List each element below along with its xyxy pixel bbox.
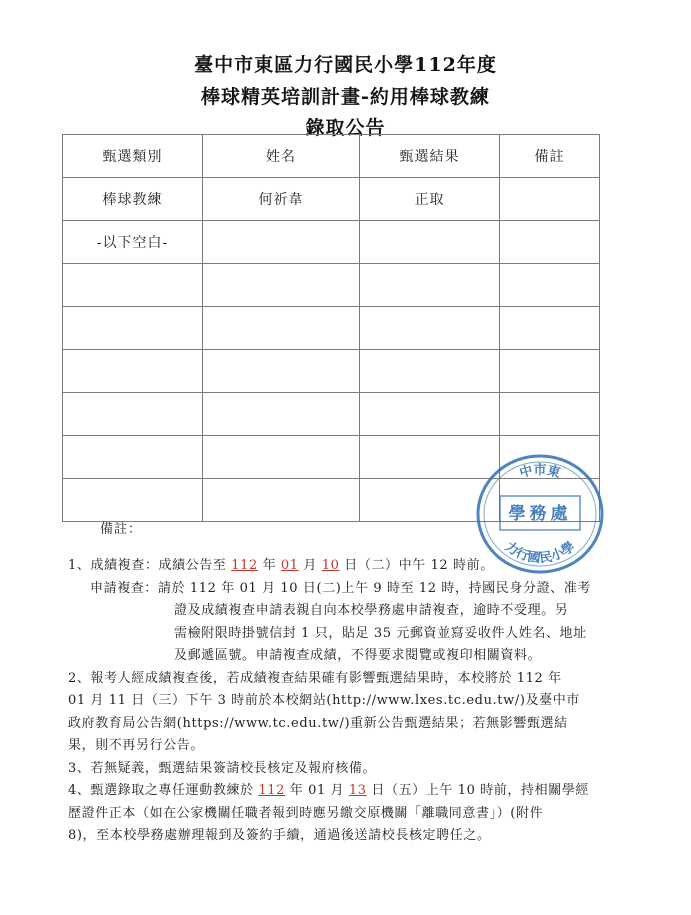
cell-remark (500, 393, 600, 436)
note-4-year: 112 (258, 783, 286, 798)
cell-category (63, 393, 203, 436)
note-1b-line: 及郵遞區號。申請複查成績，不得要求閱覽或複印相關資料。 (174, 648, 542, 663)
note-2-line: 2、報考人經成績複查後，若成績複查結果確有影響甄選結果時，本校將於 112 年 (68, 670, 562, 686)
header-result: 甄選結果 (360, 135, 500, 178)
notes-section (68, 555, 638, 848)
note-4-line: 歷證件正本（如在公家機關任職者報到時應另繳交原機關「離職同意書」）(附件 (68, 805, 544, 821)
cell-result (360, 221, 500, 264)
cell-category (63, 264, 203, 307)
note-1-text: 日（二）中午 12 時前。 (339, 558, 494, 573)
document-subtitle: 棒球精英培訓計畫-約用棒球教練 (201, 86, 490, 108)
table-row (63, 221, 600, 264)
notes-label: 備註： (100, 522, 143, 537)
cell-category (63, 479, 203, 522)
cell-result: 正取 (360, 178, 500, 221)
note-3: 3、若無疑義，甄選結果簽請校長核定及報府核備。 (68, 760, 377, 776)
header-remark: 備註 (500, 135, 600, 178)
document-title: 臺中市東區力行國民小學112年度 (194, 54, 497, 76)
seal-center-text: 學務處 (508, 504, 572, 524)
cell-remark (500, 264, 600, 307)
note-1-text: 年 (257, 558, 281, 573)
note-1b-line: 需檢附限時掛號信封 1 只，貼足 35 元郵資並寫妥收件人姓名、地址 (174, 625, 587, 641)
note-4-text: 4、甄選錄取之專任運動教練於 (68, 783, 259, 798)
table-header-row (63, 135, 600, 178)
note-1-day: 10 (321, 558, 340, 573)
note-4-text: 年 01 月 (285, 783, 349, 798)
note-1-text: 月 (298, 558, 322, 573)
cell-category: 棒球教練 (63, 178, 203, 221)
cell-result (360, 393, 500, 436)
cell-remark (500, 350, 600, 393)
table-row (63, 350, 600, 393)
cell-category: -以下空白- (63, 221, 203, 264)
note-1-text: 1、成績複查：成績公告至 (68, 558, 232, 573)
note-4-text: 日（五）上午 10 時前，持相關學經 (366, 783, 589, 798)
cell-name (203, 479, 360, 522)
note-1 (68, 555, 638, 578)
note-4 (68, 780, 638, 803)
cell-result (360, 264, 500, 307)
cell-remark (500, 307, 600, 350)
note-1b-line: 證及成績複查申請表親自向本校學務處申請複查，逾時不受理。另 (174, 603, 569, 618)
cell-name (203, 307, 360, 350)
document-heading: 錄取公告 (305, 117, 386, 139)
note-2-line: 01 月 11 日（三）下午 3 時前於本校網站(http://www.lxes.tc.edu.tw/)及臺中市 (68, 693, 580, 708)
table-row (63, 264, 600, 307)
seal-bottom-text: 力行國民小學 (501, 539, 579, 567)
table-row (63, 393, 600, 436)
cell-category (63, 436, 203, 479)
cell-result (360, 307, 500, 350)
note-4-line: 8)，至本校學務處辦理報到及簽約手續，通過後送請校長核定聘任之。 (68, 828, 491, 843)
note-2-line: 政府教育局公告網(https://www.tc.edu.tw/)重新公告甄選結果；若無影響甄選結 (68, 715, 568, 731)
cell-name: 何祈韋 (203, 178, 360, 221)
cell-name (203, 221, 360, 264)
cell-name (203, 436, 360, 479)
cell-result (360, 350, 500, 393)
table-row (63, 178, 600, 221)
cell-remark (500, 221, 600, 264)
cell-category (63, 350, 203, 393)
note-1-month: 01 (280, 558, 299, 573)
table-row (63, 307, 600, 350)
cell-name (203, 350, 360, 393)
cell-remark (500, 178, 600, 221)
seal-top-text: 中市東 (518, 463, 562, 482)
note-1b-line: 申請複查：請於 112 年 01 月 10 日(二)上午 9 時至 12 時，持國民身分證、准考 (90, 580, 591, 596)
header-category: 甄選類別 (63, 135, 203, 178)
header-name: 姓名 (203, 135, 360, 178)
svg-text:中市東 (518, 462, 562, 481)
note-2-line: 果，則不再另行公告。 (68, 738, 205, 753)
note-1-year: 112 (231, 558, 258, 573)
cell-name (203, 264, 360, 307)
cell-name (203, 393, 360, 436)
note-4-day: 13 (348, 783, 367, 798)
cell-category (63, 307, 203, 350)
